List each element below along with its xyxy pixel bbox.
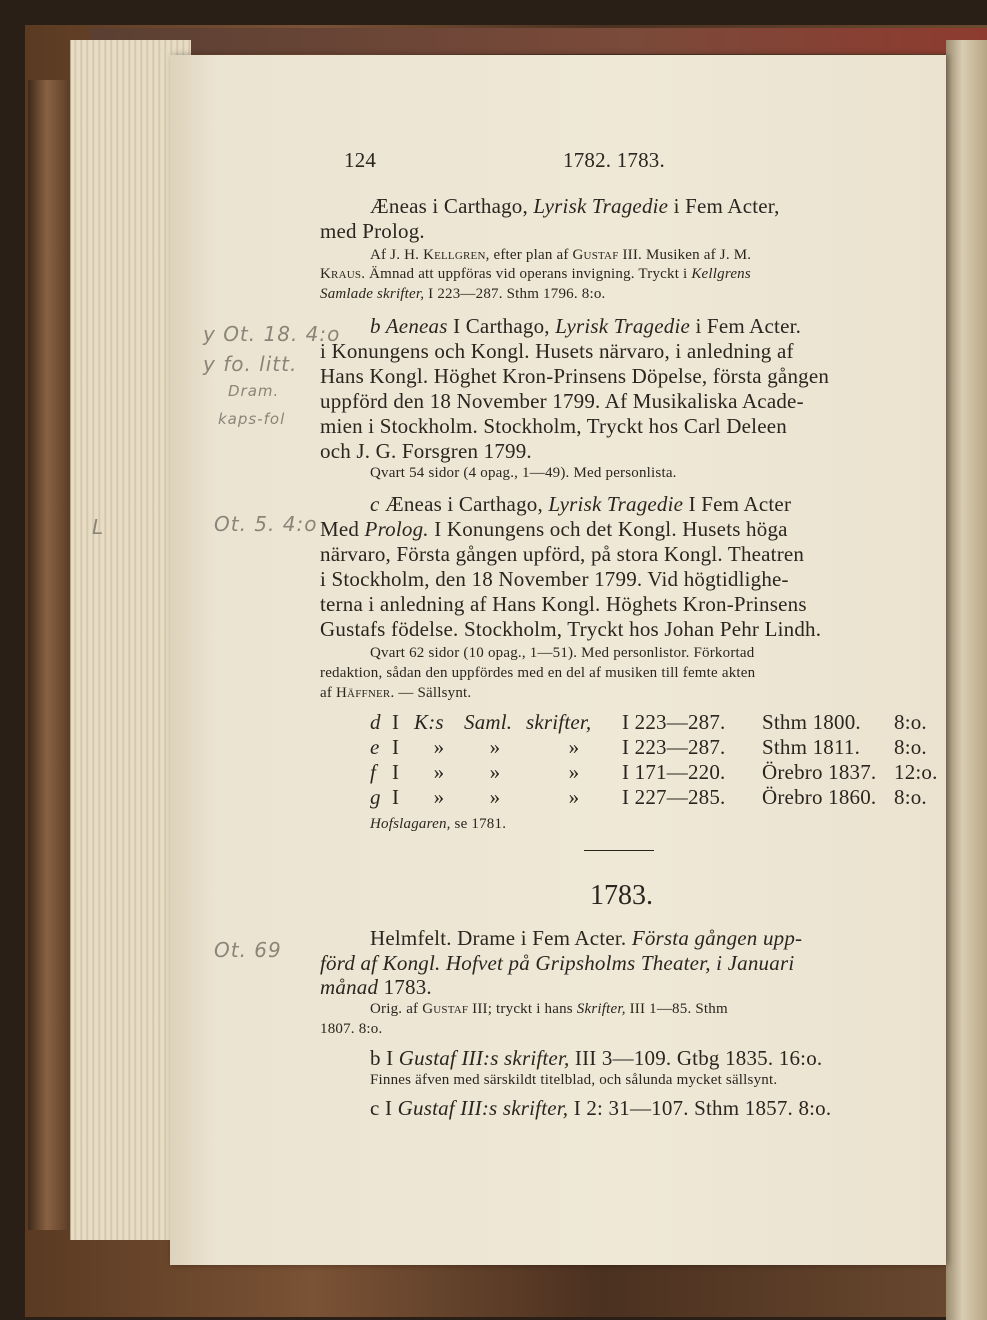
text-italic: skrifter,	[526, 710, 592, 734]
entry-b-line6: och J. G. Forsgren 1799.	[320, 439, 532, 463]
entry-b-line3: Hans Kongl. Höghet Kron-Prinsens Döpelse, första gången	[320, 364, 830, 388]
text-italic: b Aeneas	[370, 314, 448, 338]
text-italic: Gustaf III:s skrifter,	[398, 1046, 570, 1070]
entry-a-title-line	[370, 194, 780, 219]
text: III; tryckt i hans	[468, 1001, 577, 1017]
text: Helmfelt. Drame i Fem Acter.	[370, 926, 632, 950]
section-year-heading: 1783.	[590, 880, 653, 911]
text-italic: Lyrisk Tragedie	[533, 194, 669, 218]
edition-row	[370, 735, 927, 760]
helmfelt-line3	[320, 975, 432, 1000]
edition-letter: e	[370, 735, 380, 759]
author-name: Gustaf	[422, 1001, 469, 1017]
text: I	[392, 785, 400, 809]
text: I	[392, 710, 400, 734]
entry-c-note2: redaktion, sådan den uppfördes med en del af musiken till femte akten	[320, 665, 756, 681]
text-italic: Saml.	[464, 710, 513, 734]
entry-c-note3	[320, 685, 471, 702]
place-year: Sthm 1811.	[762, 735, 861, 759]
text-italic: Prolog.	[364, 517, 429, 541]
pencil-annotation: Ot. 5. 4:o	[214, 512, 318, 536]
text-italic: Lyrisk Tragedie	[555, 314, 690, 338]
entry-a-title-line2: med Prolog.	[320, 219, 425, 243]
entry-b-note: Qvart 54 sidor (4 opag., 1—49). Med personlista.	[370, 465, 677, 481]
pages: I 223—287.	[622, 735, 726, 759]
text: Med	[320, 517, 365, 541]
ditto-mark: »	[433, 760, 445, 784]
text-italic: K:s	[414, 710, 444, 734]
helmfelt-note2: 1807. 8:o.	[320, 1021, 383, 1037]
edition-row	[370, 710, 927, 735]
place-year: Sthm 1800.	[762, 710, 861, 734]
format: 12:o.	[894, 760, 938, 784]
text: b I	[370, 1046, 399, 1070]
helmfelt-line2: förd af Kongl. Hofvet på Gripsholms Theater, i Januari	[320, 951, 795, 975]
edition-row	[370, 785, 927, 810]
text-italic: Gustaf III:s skrifter,	[397, 1096, 569, 1120]
entry-c-line1	[370, 492, 791, 517]
text: i Fem Acter,	[668, 194, 780, 218]
ditto-mark: »	[568, 785, 580, 809]
pages: I 171—220.	[622, 760, 726, 784]
helmfelt-edition-b-note: Finnes äfven med särskildt titelblad, och sålunda mycket sällsynt.	[370, 1072, 778, 1088]
pencil-annotation: Dram.	[228, 382, 280, 400]
ditto-mark: »	[433, 735, 445, 759]
helmfelt-note1	[370, 1001, 728, 1018]
text: III 1—85. Sthm	[625, 1001, 728, 1017]
text-italic: Första gången upp-	[631, 926, 803, 950]
place-year: Örebro 1860.	[762, 785, 877, 809]
author-name: Kraus	[320, 266, 362, 282]
text: I 223—287. Sthm 1796. 8:o.	[424, 286, 606, 302]
text: III. Musiken af J. M.	[618, 247, 752, 263]
entry-b-line5: mien i Stockholm. Stockholm, Tryckt hos Carl Deleen	[320, 414, 787, 438]
entry-b-line1	[370, 314, 801, 339]
entry-c-line4: i Stockholm, den 18 November 1799. Vid högtidlighe-	[320, 567, 789, 591]
pencil-annotation: kaps-fol	[218, 410, 286, 428]
text: I Konungens och det Kongl. Husets höga	[428, 517, 788, 541]
text-italic: Skrifter,	[576, 1001, 626, 1017]
text: I Fem Acter	[683, 492, 792, 516]
entry-a-note-line2	[320, 266, 751, 283]
ditto-mark: »	[489, 760, 501, 784]
entry-a-note-line3	[320, 286, 605, 303]
text: 1783.	[378, 975, 432, 999]
ditto-mark: »	[489, 785, 501, 809]
text: se 1781.	[450, 816, 507, 832]
text: af	[320, 685, 337, 701]
text: c I	[370, 1096, 398, 1120]
ditto-mark: »	[489, 735, 501, 759]
pencil-annotation: y fo. litt.	[203, 352, 298, 376]
entry-c-line3: närvaro, Första gången upförd, på stora Kongl. Theatren	[320, 542, 805, 566]
section-divider	[584, 850, 654, 851]
ditto-mark: »	[568, 760, 580, 784]
author-name: Häffner	[336, 685, 391, 701]
entry-b-line4: uppförd den 18 November 1799. Af Musikaliska Acade-	[320, 389, 804, 413]
text-italic: c	[370, 492, 380, 516]
edition-letter: f	[370, 760, 377, 784]
text-italic: Samlade skrifter,	[320, 286, 425, 302]
entry-c-line2	[320, 517, 788, 542]
text: I 2: 31—107. Sthm 1857. 8:o.	[568, 1096, 832, 1120]
edition-row	[370, 760, 938, 785]
text-italic: Kellgrens	[691, 266, 751, 282]
pencil-annotation: L	[92, 515, 105, 539]
ditto-mark: »	[433, 785, 445, 809]
text: i Fem Acter.	[690, 314, 802, 338]
cross-reference	[370, 816, 506, 833]
page-number: 124	[344, 148, 377, 172]
pages: I 223—287.	[622, 710, 726, 734]
edition-letter: d	[370, 710, 381, 734]
entry-c-line5: terna i anledning af Hans Kongl. Höghets Kron-Prinsens	[320, 592, 807, 616]
author-name: Kellgren	[423, 247, 486, 263]
helmfelt-edition-c	[370, 1096, 831, 1121]
pencil-annotation: Ot. 69	[214, 938, 282, 962]
running-title: 1782. 1783.	[563, 148, 665, 172]
helmfelt-edition-b	[370, 1046, 822, 1071]
place-year: Örebro 1837.	[762, 760, 877, 784]
entry-a-note-line1	[370, 247, 751, 264]
ditto-mark: »	[568, 735, 580, 759]
text: . Ämnad att uppföras vid operans invigning. Tryckt i	[361, 266, 692, 282]
author-name: Gustaf	[572, 247, 619, 263]
format: 8:o.	[894, 735, 927, 759]
text: . — Sällsynt.	[390, 685, 472, 701]
entry-c-note1: Qvart 62 sidor (10 opag., 1—51). Med personlistor. Förkortad	[370, 645, 755, 661]
text: I Carthago,	[447, 314, 556, 338]
text: Æneas i Carthago,	[379, 492, 549, 516]
format: 8:o.	[894, 785, 927, 809]
text-italic: månad	[320, 975, 379, 999]
text: Af J. H.	[370, 247, 424, 263]
text-italic: Lyrisk Tragedie	[548, 492, 684, 516]
text-italic: Hofslagaren,	[370, 816, 451, 832]
helmfelt-line1	[370, 926, 802, 951]
text: Orig. af	[370, 1001, 423, 1017]
text: III 3—109. Gtbg 1835. 16:o.	[569, 1046, 823, 1070]
pencil-annotation: y Ot. 18. 4:o	[203, 322, 341, 346]
format: 8:o.	[894, 710, 927, 734]
entry-b-line2: i Konungens och Kongl. Husets närvaro, i anledning af	[320, 339, 794, 363]
edition-letter: g	[370, 785, 381, 809]
text: Æneas i Carthago,	[370, 194, 534, 218]
text: I	[392, 735, 400, 759]
text: , efter plan af	[485, 247, 573, 263]
entry-c-line6: Gustafs födelse. Stockholm, Tryckt hos Johan Pehr Lindh.	[320, 617, 822, 641]
text: I	[392, 760, 400, 784]
pages: I 227—285.	[622, 785, 726, 809]
